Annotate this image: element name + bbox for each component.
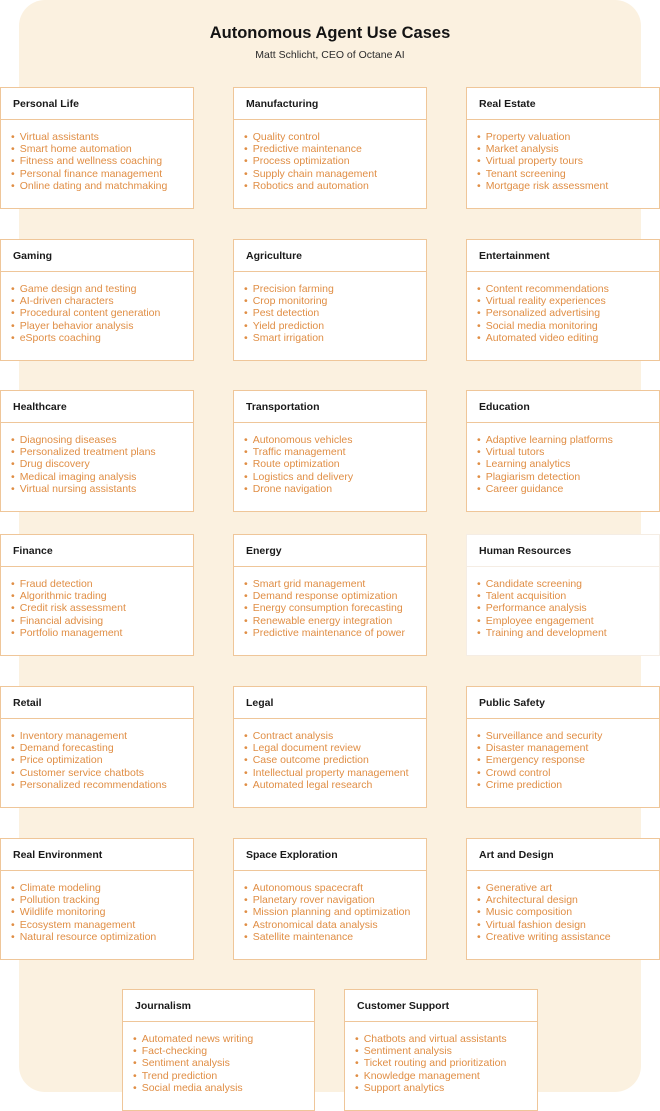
list-item: • Talent acquisition <box>477 590 659 602</box>
use-case-card-space-exploration <box>233 838 427 960</box>
use-case-card-energy <box>233 534 427 656</box>
card-title: Legal <box>234 687 426 719</box>
card-item-list <box>234 719 426 791</box>
list-item: • Virtual reality experiences <box>477 295 659 307</box>
list-item: • Virtual assistants <box>11 131 193 143</box>
list-item: • Chatbots and virtual assistants <box>355 1033 537 1045</box>
list-item: • Supply chain management <box>244 168 426 180</box>
list-item: • Virtual property tours <box>477 155 659 167</box>
list-item: • Automated legal research <box>244 779 426 791</box>
list-item: • Energy consumption forecasting <box>244 602 426 614</box>
use-case-card-real-environment <box>0 838 194 960</box>
use-case-card-agriculture <box>233 239 427 361</box>
list-item: • Personalized advertising <box>477 307 659 319</box>
use-case-card-legal <box>233 686 427 808</box>
list-item: • Procedural content generation <box>11 307 193 319</box>
use-case-card-art-and-design <box>466 838 660 960</box>
list-item: • Predictive maintenance <box>244 143 426 155</box>
list-item: • Inventory management <box>11 730 193 742</box>
card-item-list <box>467 120 659 192</box>
list-item: • eSports coaching <box>11 332 193 344</box>
card-item-list <box>234 871 426 943</box>
list-item: • Wildlife monitoring <box>11 906 193 918</box>
list-item: • Generative art <box>477 882 659 894</box>
list-item: • Plagiarism detection <box>477 471 659 483</box>
list-item: • Natural resource optimization <box>11 931 193 943</box>
card-item-list <box>467 719 659 791</box>
use-case-card-journalism <box>122 989 315 1111</box>
list-item: • Drone navigation <box>244 483 426 495</box>
list-item: • Legal document review <box>244 742 426 754</box>
use-case-card-personal-life <box>0 87 194 209</box>
list-item: • Demand response optimization <box>244 590 426 602</box>
list-item: • Fraud detection <box>11 578 193 590</box>
card-item-list <box>1 567 193 639</box>
card-item-list <box>467 567 659 639</box>
list-item: • Ticket routing and prioritization <box>355 1057 537 1069</box>
card-item-list <box>1 423 193 495</box>
list-item: • Knowledge management <box>355 1070 537 1082</box>
list-item: • Social media monitoring <box>477 320 659 332</box>
card-item-list <box>1 719 193 791</box>
list-item: • Intellectual property management <box>244 767 426 779</box>
card-item-list <box>234 567 426 639</box>
list-item: • Online dating and matchmaking <box>11 180 193 192</box>
list-item: • Performance analysis <box>477 602 659 614</box>
card-title: Retail <box>1 687 193 719</box>
card-item-list <box>1 120 193 192</box>
card-title: Transportation <box>234 391 426 423</box>
list-item: • Architectural design <box>477 894 659 906</box>
list-item: • Crop monitoring <box>244 295 426 307</box>
card-item-list <box>345 1022 537 1094</box>
list-item: • Portfolio management <box>11 627 193 639</box>
card-title: Personal Life <box>1 88 193 120</box>
card-item-list <box>234 272 426 344</box>
use-case-card-human-resources <box>466 534 660 656</box>
card-title: Healthcare <box>1 391 193 423</box>
card-item-list <box>234 423 426 495</box>
list-item: • Mission planning and optimization <box>244 906 426 918</box>
use-case-card-customer-support <box>344 989 538 1111</box>
list-item: • Learning analytics <box>477 458 659 470</box>
list-item: • Credit risk assessment <box>11 602 193 614</box>
list-item: • Case outcome prediction <box>244 754 426 766</box>
list-item: • Fact-checking <box>133 1045 314 1057</box>
list-item: • Game design and testing <box>11 283 193 295</box>
list-item: • Planetary rover navigation <box>244 894 426 906</box>
list-item: • Career guidance <box>477 483 659 495</box>
list-item: • Satellite maintenance <box>244 931 426 943</box>
use-case-card-transportation <box>233 390 427 512</box>
list-item: • Automated news writing <box>133 1033 314 1045</box>
use-case-card-real-estate <box>466 87 660 209</box>
list-item: • Robotics and automation <box>244 180 426 192</box>
card-title: Manufacturing <box>234 88 426 120</box>
list-item: • Content recommendations <box>477 283 659 295</box>
card-title: Customer Support <box>345 990 537 1022</box>
list-item: • Surveillance and security <box>477 730 659 742</box>
page-subtitle: Matt Schlicht, CEO of Octane AI <box>255 49 405 61</box>
list-item: • Automated video editing <box>477 332 659 344</box>
card-title: Gaming <box>1 240 193 272</box>
list-item: • Player behavior analysis <box>11 320 193 332</box>
list-item: • Predictive maintenance of power <box>244 627 426 639</box>
card-item-list <box>467 423 659 495</box>
list-item: • Social media analysis <box>133 1082 314 1094</box>
list-item: • Candidate screening <box>477 578 659 590</box>
use-case-card-gaming <box>0 239 194 361</box>
list-item: • Process optimization <box>244 155 426 167</box>
card-title: Entertainment <box>467 240 659 272</box>
list-item: • Price optimization <box>11 754 193 766</box>
list-item: • Music composition <box>477 906 659 918</box>
list-item: • Training and development <box>477 627 659 639</box>
card-title: Agriculture <box>234 240 426 272</box>
list-item: • Medical imaging analysis <box>11 471 193 483</box>
list-item: • Sentiment analysis <box>133 1057 314 1069</box>
list-item: • Sentiment analysis <box>355 1045 537 1057</box>
list-item: • Crowd control <box>477 767 659 779</box>
list-item: • Precision farming <box>244 283 426 295</box>
list-item: • Virtual tutors <box>477 446 659 458</box>
card-item-list <box>467 272 659 344</box>
list-item: • Logistics and delivery <box>244 471 426 483</box>
list-item: • Employee engagement <box>477 615 659 627</box>
card-item-list <box>1 272 193 344</box>
list-item: • Financial advising <box>11 615 193 627</box>
use-case-card-public-safety <box>466 686 660 808</box>
page-title: Autonomous Agent Use Cases <box>209 24 451 42</box>
use-case-card-manufacturing <box>233 87 427 209</box>
list-item: • Ecosystem management <box>11 919 193 931</box>
list-item: • Traffic management <box>244 446 426 458</box>
card-title: Journalism <box>123 990 314 1022</box>
list-item: • Support analytics <box>355 1082 537 1094</box>
list-item: • Smart irrigation <box>244 332 426 344</box>
use-case-card-finance <box>0 534 194 656</box>
list-item: • Drug discovery <box>11 458 193 470</box>
use-case-card-healthcare <box>0 390 194 512</box>
list-item: • Autonomous spacecraft <box>244 882 426 894</box>
card-item-list <box>234 120 426 192</box>
list-item: • Personalized recommendations <box>11 779 193 791</box>
list-item: • Emergency response <box>477 754 659 766</box>
list-item: • Yield prediction <box>244 320 426 332</box>
list-item: • Climate modeling <box>11 882 193 894</box>
list-item: • Diagnosing diseases <box>11 434 193 446</box>
card-title: Human Resources <box>467 535 659 567</box>
card-title: Public Safety <box>467 687 659 719</box>
card-title: Energy <box>234 535 426 567</box>
list-item: • Pollution tracking <box>11 894 193 906</box>
list-item: • Market analysis <box>477 143 659 155</box>
list-item: • Contract analysis <box>244 730 426 742</box>
list-item: • Customer service chatbots <box>11 767 193 779</box>
list-item: • Algorithmic trading <box>11 590 193 602</box>
list-item: • Route optimization <box>244 458 426 470</box>
list-item: • Pest detection <box>244 307 426 319</box>
use-case-card-education <box>466 390 660 512</box>
list-item: • AI-driven characters <box>11 295 193 307</box>
use-case-card-retail <box>0 686 194 808</box>
list-item: • Adaptive learning platforms <box>477 434 659 446</box>
list-item: • Creative writing assistance <box>477 931 659 943</box>
list-item: • Smart home automation <box>11 143 193 155</box>
card-item-list <box>1 871 193 943</box>
list-item: • Virtual nursing assistants <box>11 483 193 495</box>
list-item: • Property valuation <box>477 131 659 143</box>
list-item: • Autonomous vehicles <box>244 434 426 446</box>
list-item: • Fitness and wellness coaching <box>11 155 193 167</box>
card-item-list <box>467 871 659 943</box>
use-case-card-entertainment <box>466 239 660 361</box>
list-item: • Mortgage risk assessment <box>477 180 659 192</box>
list-item: • Virtual fashion design <box>477 919 659 931</box>
list-item: • Demand forecasting <box>11 742 193 754</box>
list-item: • Tenant screening <box>477 168 659 180</box>
list-item: • Renewable energy integration <box>244 615 426 627</box>
card-title: Real Environment <box>1 839 193 871</box>
list-item: • Astronomical data analysis <box>244 919 426 931</box>
card-title: Real Estate <box>467 88 659 120</box>
list-item: • Trend prediction <box>133 1070 314 1082</box>
list-item: • Personal finance management <box>11 168 193 180</box>
card-title: Finance <box>1 535 193 567</box>
card-title: Art and Design <box>467 839 659 871</box>
list-item: • Disaster management <box>477 742 659 754</box>
card-title: Education <box>467 391 659 423</box>
list-item: • Personalized treatment plans <box>11 446 193 458</box>
list-item: • Crime prediction <box>477 779 659 791</box>
list-item: • Quality control <box>244 131 426 143</box>
card-item-list <box>123 1022 314 1094</box>
list-item: • Smart grid management <box>244 578 426 590</box>
card-title: Space Exploration <box>234 839 426 871</box>
